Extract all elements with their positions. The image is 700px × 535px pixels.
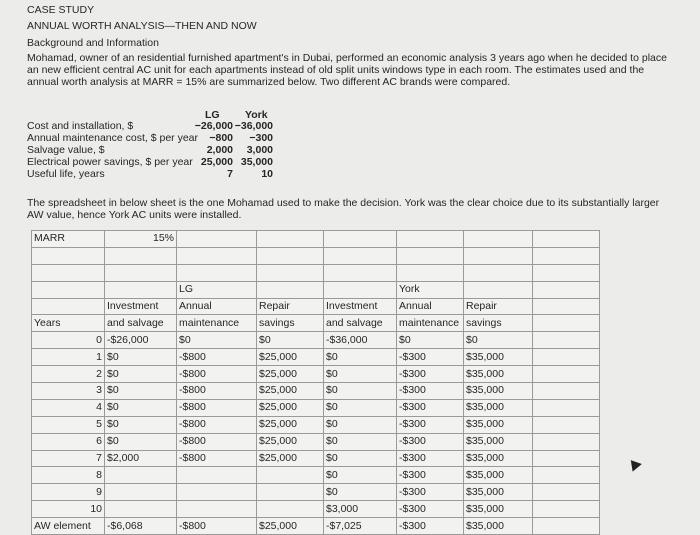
- aw-york-repair[interactable]: $35,000: [464, 518, 533, 535]
- york-maintenance-cell[interactable]: $0: [397, 332, 464, 349]
- param-york-value: −36,000: [234, 120, 273, 132]
- param-york-value: 35,000: [240, 156, 273, 168]
- cell[interactable]: [105, 264, 177, 281]
- lg-repair-cell[interactable]: $25,000: [257, 450, 324, 467]
- intro-paragraph: Mohamad, owner of an residential furnished apartment's in Dubai, performed an economic analysis 3 years ago when he decided to place an new efficient central AC unit for each apartments instead of old split units windows type in each room. The estimates used and the annual worth analysis at MARR = 15% are summarized below. Two different AC brands were compared.: [27, 52, 667, 88]
- cell[interactable]: [533, 501, 600, 518]
- param-lg-value: 25,000: [200, 156, 233, 168]
- cell[interactable]: [397, 231, 464, 248]
- york-savings-header[interactable]: savings: [464, 315, 533, 332]
- cell[interactable]: [324, 231, 397, 248]
- lg-maintenance-cell[interactable]: -$800: [177, 399, 257, 416]
- cell[interactable]: [533, 247, 600, 264]
- york-investment-cell[interactable]: $0: [324, 484, 397, 501]
- lg-maintenance-cell[interactable]: [177, 484, 257, 501]
- lg-repair-cell[interactable]: [257, 501, 324, 518]
- year-cell[interactable]: 9: [32, 484, 105, 501]
- param-label: Useful life, years: [27, 168, 105, 180]
- york-investment-cell[interactable]: $0: [324, 433, 397, 450]
- param-label: Salvage value, $: [27, 144, 105, 156]
- blank-row: [32, 247, 600, 264]
- year-cell[interactable]: 2: [32, 366, 105, 383]
- year-cell[interactable]: 3: [32, 383, 105, 400]
- york-maintenance-cell[interactable]: -$300: [397, 467, 464, 484]
- table-row: [32, 399, 600, 416]
- cell[interactable]: [32, 298, 105, 315]
- lg-investment-cell[interactable]: $0: [105, 349, 177, 366]
- blank-row: [32, 264, 600, 281]
- york-investment-cell[interactable]: $0: [324, 467, 397, 484]
- table-row: [32, 416, 600, 433]
- lg-maintenance-header[interactable]: maintenance: [177, 315, 257, 332]
- year-cell[interactable]: 7: [32, 450, 105, 467]
- param-york-value: 3,000: [246, 144, 273, 156]
- lg-investment-cell[interactable]: $0: [105, 366, 177, 383]
- cell[interactable]: [533, 349, 600, 366]
- aw-lg-maintenance[interactable]: -$800: [177, 518, 257, 535]
- cell[interactable]: [257, 231, 324, 248]
- lg-maintenance-cell[interactable]: -$800: [177, 433, 257, 450]
- year-cell[interactable]: 10: [32, 501, 105, 518]
- data-rows: [32, 332, 600, 518]
- lg-repair-cell[interactable]: $25,000: [257, 383, 324, 400]
- york-maintenance-cell[interactable]: -$300: [397, 501, 464, 518]
- table-row: [32, 501, 600, 518]
- cell[interactable]: [257, 264, 324, 281]
- york-repair-cell[interactable]: $35,000: [464, 366, 533, 383]
- lg-repair-cell[interactable]: $25,000: [257, 366, 324, 383]
- york-maintenance-cell[interactable]: -$300: [397, 366, 464, 383]
- table-row: [32, 366, 600, 383]
- lg-repair-cell[interactable]: $0: [257, 332, 324, 349]
- table-row: [32, 484, 600, 501]
- lg-annual-header[interactable]: Annual: [177, 298, 257, 315]
- table-row: [32, 433, 600, 450]
- mouse-cursor-icon: [626, 456, 642, 471]
- york-investment-cell[interactable]: $0: [324, 349, 397, 366]
- aw-lg-investment[interactable]: -$6,068: [105, 518, 177, 535]
- york-repair-cell[interactable]: $35,000: [464, 383, 533, 400]
- aw-york-investment[interactable]: -$7,025: [324, 518, 397, 535]
- cell[interactable]: [533, 450, 600, 467]
- spreadsheet: [31, 230, 600, 535]
- year-cell[interactable]: 5: [32, 416, 105, 433]
- table-row: [32, 332, 600, 349]
- york-repair-cell[interactable]: $35,000: [464, 484, 533, 501]
- cell[interactable]: [464, 247, 533, 264]
- york-investment-cell[interactable]: $0: [324, 399, 397, 416]
- lg-repair-cell[interactable]: $25,000: [257, 416, 324, 433]
- lg-repair-cell[interactable]: $25,000: [257, 349, 324, 366]
- cell[interactable]: [533, 433, 600, 450]
- year-cell[interactable]: 8: [32, 467, 105, 484]
- york-annual-header[interactable]: Annual: [397, 298, 464, 315]
- cell[interactable]: [177, 264, 257, 281]
- lg-investment-cell[interactable]: [105, 467, 177, 484]
- york-maintenance-cell[interactable]: -$300: [397, 416, 464, 433]
- lg-maintenance-cell[interactable]: -$800: [177, 416, 257, 433]
- cell[interactable]: [105, 247, 177, 264]
- param-york-value: −300: [249, 132, 273, 144]
- york-repair-header[interactable]: Repair: [464, 298, 533, 315]
- york-investment-cell[interactable]: $0: [324, 366, 397, 383]
- aw-label[interactable]: AW element: [32, 518, 105, 535]
- param-header-york: York: [245, 109, 268, 121]
- cell[interactable]: [533, 383, 600, 400]
- param-york-value: 10: [261, 168, 273, 180]
- section-heading: Background and Information: [27, 37, 159, 49]
- aw-york-maintenance[interactable]: -$300: [397, 518, 464, 535]
- param-lg-value: 7: [227, 168, 233, 180]
- cell[interactable]: [533, 467, 600, 484]
- cell[interactable]: [324, 247, 397, 264]
- lg-header[interactable]: LG: [177, 281, 257, 298]
- lg-repair-cell[interactable]: $25,000: [257, 433, 324, 450]
- years-header[interactable]: Years: [32, 315, 105, 332]
- york-repair-cell[interactable]: $35,000: [464, 433, 533, 450]
- year-cell[interactable]: 1: [32, 349, 105, 366]
- year-cell[interactable]: 0: [32, 332, 105, 349]
- lg-investment-cell[interactable]: -$26,000: [105, 332, 177, 349]
- york-maintenance-cell[interactable]: -$300: [397, 450, 464, 467]
- table-row: [32, 467, 600, 484]
- aw-lg-repair[interactable]: $25,000: [257, 518, 324, 535]
- page-title: ANNUAL WORTH ANALYSIS—THEN AND NOW: [27, 20, 257, 32]
- york-maintenance-cell[interactable]: -$300: [397, 383, 464, 400]
- york-maintenance-cell[interactable]: -$300: [397, 399, 464, 416]
- header-row-1: [32, 298, 600, 315]
- lg-maintenance-cell[interactable]: [177, 501, 257, 518]
- lg-maintenance-cell[interactable]: -$800: [177, 366, 257, 383]
- param-label: Annual maintenance cost, $ per year: [27, 132, 199, 144]
- param-lg-value: −26,000: [194, 120, 233, 132]
- cell[interactable]: [533, 281, 600, 298]
- aw-row: [32, 518, 600, 535]
- lg-maintenance-cell[interactable]: -$800: [177, 349, 257, 366]
- lg-maintenance-cell[interactable]: -$800: [177, 450, 257, 467]
- param-label: Electrical power savings, $ per year: [27, 156, 193, 168]
- cell[interactable]: [533, 231, 600, 248]
- cell[interactable]: [32, 264, 105, 281]
- cell[interactable]: [533, 264, 600, 281]
- york-investment-cell[interactable]: $3,000: [324, 501, 397, 518]
- york-maintenance-cell[interactable]: -$300: [397, 484, 464, 501]
- lg-repair-cell[interactable]: $25,000: [257, 399, 324, 416]
- cell[interactable]: [464, 281, 533, 298]
- header-row-2: [32, 315, 600, 332]
- cell[interactable]: [397, 264, 464, 281]
- marr-label[interactable]: MARR: [32, 231, 105, 248]
- param-lg-value: −800: [209, 132, 233, 144]
- cell[interactable]: [464, 231, 533, 248]
- york-repair-cell[interactable]: $0: [464, 332, 533, 349]
- lg-maintenance-cell[interactable]: -$800: [177, 383, 257, 400]
- york-investment-cell[interactable]: -$36,000: [324, 332, 397, 349]
- lg-repair-cell[interactable]: [257, 467, 324, 484]
- cell[interactable]: [464, 264, 533, 281]
- lg-savings-header[interactable]: savings: [257, 315, 324, 332]
- york-investment-cell[interactable]: $0: [324, 450, 397, 467]
- cell[interactable]: [177, 231, 257, 248]
- york-investment-cell[interactable]: $0: [324, 383, 397, 400]
- cell[interactable]: [32, 247, 105, 264]
- cell[interactable]: [257, 247, 324, 264]
- brand-row: [32, 281, 600, 298]
- cell[interactable]: [533, 315, 600, 332]
- cell[interactable]: [177, 247, 257, 264]
- lg-investment-cell[interactable]: $0: [105, 416, 177, 433]
- cell[interactable]: [533, 518, 600, 535]
- param-label: Cost and installation, $: [27, 120, 134, 132]
- york-header[interactable]: York: [397, 281, 464, 298]
- lg-salvage-header[interactable]: and salvage: [105, 315, 177, 332]
- york-maintenance-cell[interactable]: -$300: [397, 433, 464, 450]
- york-salvage-header[interactable]: and salvage: [324, 315, 397, 332]
- lg-investment-cell[interactable]: $0: [105, 433, 177, 450]
- york-repair-cell[interactable]: $35,000: [464, 501, 533, 518]
- cell[interactable]: [533, 366, 600, 383]
- lg-investment-cell[interactable]: $2,000: [105, 450, 177, 467]
- lg-investment-cell[interactable]: $0: [105, 383, 177, 400]
- year-cell[interactable]: 4: [32, 399, 105, 416]
- lg-investment-cell[interactable]: $0: [105, 399, 177, 416]
- cell[interactable]: [324, 281, 397, 298]
- cell[interactable]: [324, 264, 397, 281]
- york-maintenance-header[interactable]: maintenance: [397, 315, 464, 332]
- cell[interactable]: [533, 484, 600, 501]
- table-row: [32, 450, 600, 467]
- lg-maintenance-cell[interactable]: $0: [177, 332, 257, 349]
- lg-investment-cell[interactable]: [105, 501, 177, 518]
- param-lg-value: 2,000: [206, 144, 233, 156]
- table-row: [32, 349, 600, 366]
- york-repair-cell[interactable]: $35,000: [464, 450, 533, 467]
- york-investment-header[interactable]: Investment: [324, 298, 397, 315]
- lg-maintenance-cell[interactable]: [177, 467, 257, 484]
- year-cell[interactable]: 6: [32, 433, 105, 450]
- cell[interactable]: [533, 399, 600, 416]
- lg-investment-cell[interactable]: [105, 484, 177, 501]
- york-maintenance-cell[interactable]: -$300: [397, 349, 464, 366]
- cell[interactable]: [32, 281, 105, 298]
- cell[interactable]: [397, 247, 464, 264]
- york-repair-cell[interactable]: $35,000: [464, 349, 533, 366]
- cell[interactable]: [257, 281, 324, 298]
- param-header-lg: LG: [205, 109, 220, 121]
- cell[interactable]: [533, 332, 600, 349]
- york-repair-cell[interactable]: $35,000: [464, 467, 533, 484]
- cell[interactable]: [533, 298, 600, 315]
- cell[interactable]: [533, 416, 600, 433]
- lg-repair-header[interactable]: Repair: [257, 298, 324, 315]
- marr-value[interactable]: 15%: [105, 231, 177, 248]
- lg-investment-header[interactable]: Investment: [105, 298, 177, 315]
- york-repair-cell[interactable]: $35,000: [464, 399, 533, 416]
- cell[interactable]: [105, 281, 177, 298]
- case-study-label: CASE STUDY: [27, 4, 95, 16]
- spreadsheet-note: The spreadsheet in below sheet is the one Mohamad used to make the decision. York was the clear choice due to its substantially larger AW value, hence York AC units were installed.: [27, 197, 660, 221]
- york-repair-cell[interactable]: $35,000: [464, 416, 533, 433]
- marr-row: [32, 231, 600, 248]
- table-row: [32, 383, 600, 400]
- lg-repair-cell[interactable]: [257, 484, 324, 501]
- york-investment-cell[interactable]: $0: [324, 416, 397, 433]
